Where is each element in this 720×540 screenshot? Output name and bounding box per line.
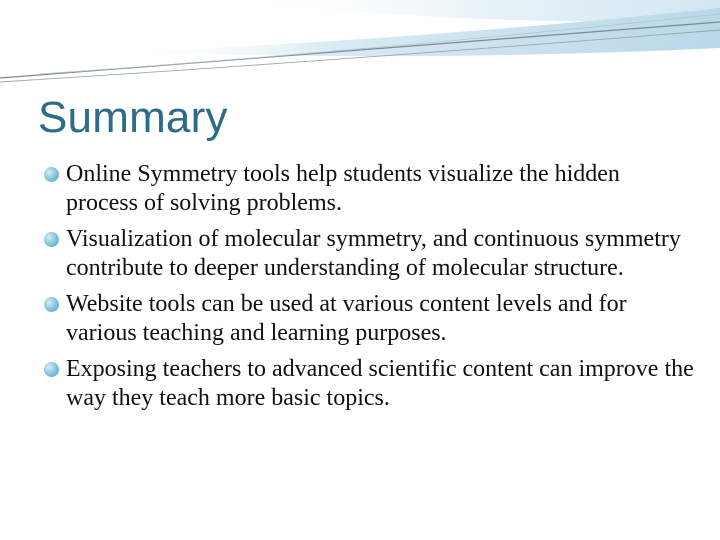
- bullet-list: [44, 160, 694, 420]
- sphere-bullet-icon: [44, 167, 59, 182]
- bullet-text: Website tools can be used at various content levels and for various teaching and learning purposes.: [66, 291, 627, 346]
- bullet-text: Exposing teachers to advanced scientific content can improve the way they teach more basic topics.: [66, 356, 694, 411]
- bullet-item: [44, 160, 694, 218]
- bullet-text: Visualization of molecular symmetry, and continuous symmetry contribute to deeper understanding of molecular structure.: [66, 226, 681, 281]
- sphere-bullet-icon: [44, 297, 59, 312]
- bullet-item: [44, 355, 694, 413]
- bullet-item: [44, 290, 694, 348]
- bullet-item: [44, 225, 694, 283]
- sphere-bullet-icon: [44, 362, 59, 377]
- bullet-text: Online Symmetry tools help students visualize the hidden process of solving problems.: [66, 161, 620, 216]
- slide-title: Summary: [38, 93, 228, 142]
- sphere-bullet-icon: [44, 232, 59, 247]
